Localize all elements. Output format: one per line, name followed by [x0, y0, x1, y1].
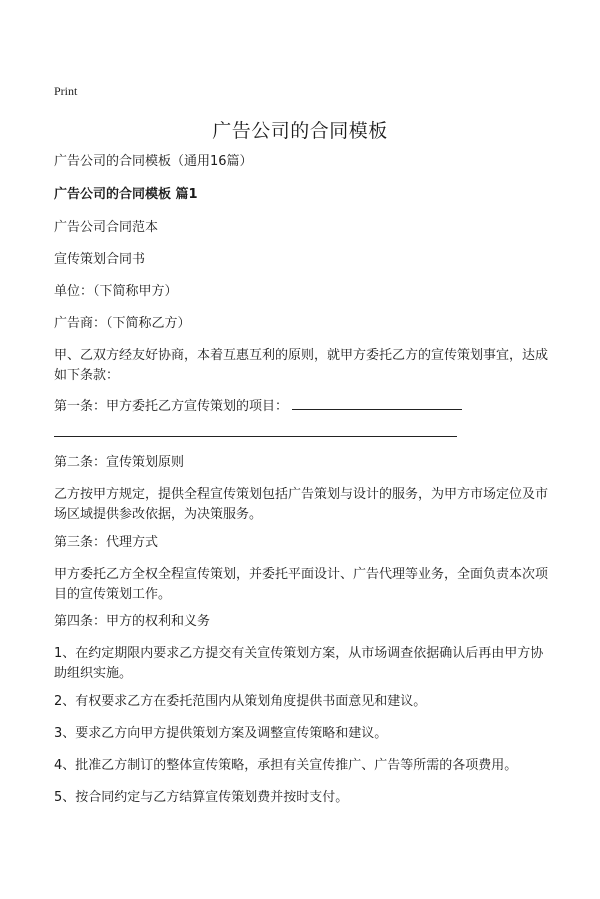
document-subtitle: 广告公司的合同模板（通用16篇） — [54, 154, 253, 169]
paragraph-preamble: 甲、乙双方经友好协商，本着互惠互利的原则，就甲方委托乙方的宣传策划事宜，达成如下条款： — [54, 348, 549, 383]
print-link[interactable]: Print — [54, 84, 78, 98]
article-3-body: 甲方委托乙方全权全程宣传策划，并委托平面设计、广告代理等业务，全面负责本次项目的宣传策划工作。 — [54, 567, 549, 602]
article-2-heading: 第二条：宣传策划原则 — [54, 455, 185, 470]
paragraph-party-b: 广告商：（下简称乙方） — [54, 316, 191, 331]
paragraph-contract-template: 广告公司合同范本 — [54, 220, 159, 235]
article-4-item-4: 4、批准乙方制订的整体宣传策略，承担有关宣传推广、广告等所需的各项费用。 — [54, 758, 518, 773]
document-title: 广告公司的合同模板 — [212, 120, 388, 142]
article-1 — [54, 395, 554, 417]
article-4-item-3: 3、要求乙方向甲方提供策划方案及调整宣传策略和建议。 — [54, 726, 388, 741]
article-4-item-5: 5、按合同约定与乙方结算宣传策划费并按时支付。 — [54, 790, 349, 805]
section-heading: 广告公司的合同模板 篇1 — [54, 187, 198, 202]
article-4-item-1: 1、在约定期限内要求乙方提交有关宣传策划方案，从市场调查依据确认后再由甲方协助组织实施。 — [54, 646, 544, 681]
article-3-heading: 第三条：代理方式 — [54, 535, 159, 550]
article-1-blank-line — [54, 436, 457, 437]
article-1-text: 第一条：甲方委托乙方宣传策划的项目： — [54, 399, 289, 414]
article-4-item-2: 2、有权要求乙方在委托范围内从策划角度提供书面意见和建议。 — [54, 694, 427, 709]
paragraph-party-a: 单位：（下简称甲方） — [54, 284, 178, 299]
article-4-heading: 第四条：甲方的权利和义务 — [54, 614, 211, 629]
article-1-blank-field — [292, 395, 462, 410]
article-2-body: 乙方按甲方规定，提供全程宣传策划包括广告策划与设计的服务，为甲方市场定位及市场区域提供参改依据，为决策服务。 — [54, 487, 549, 522]
paragraph-contract-title: 宣传策划合同书 — [54, 252, 146, 267]
